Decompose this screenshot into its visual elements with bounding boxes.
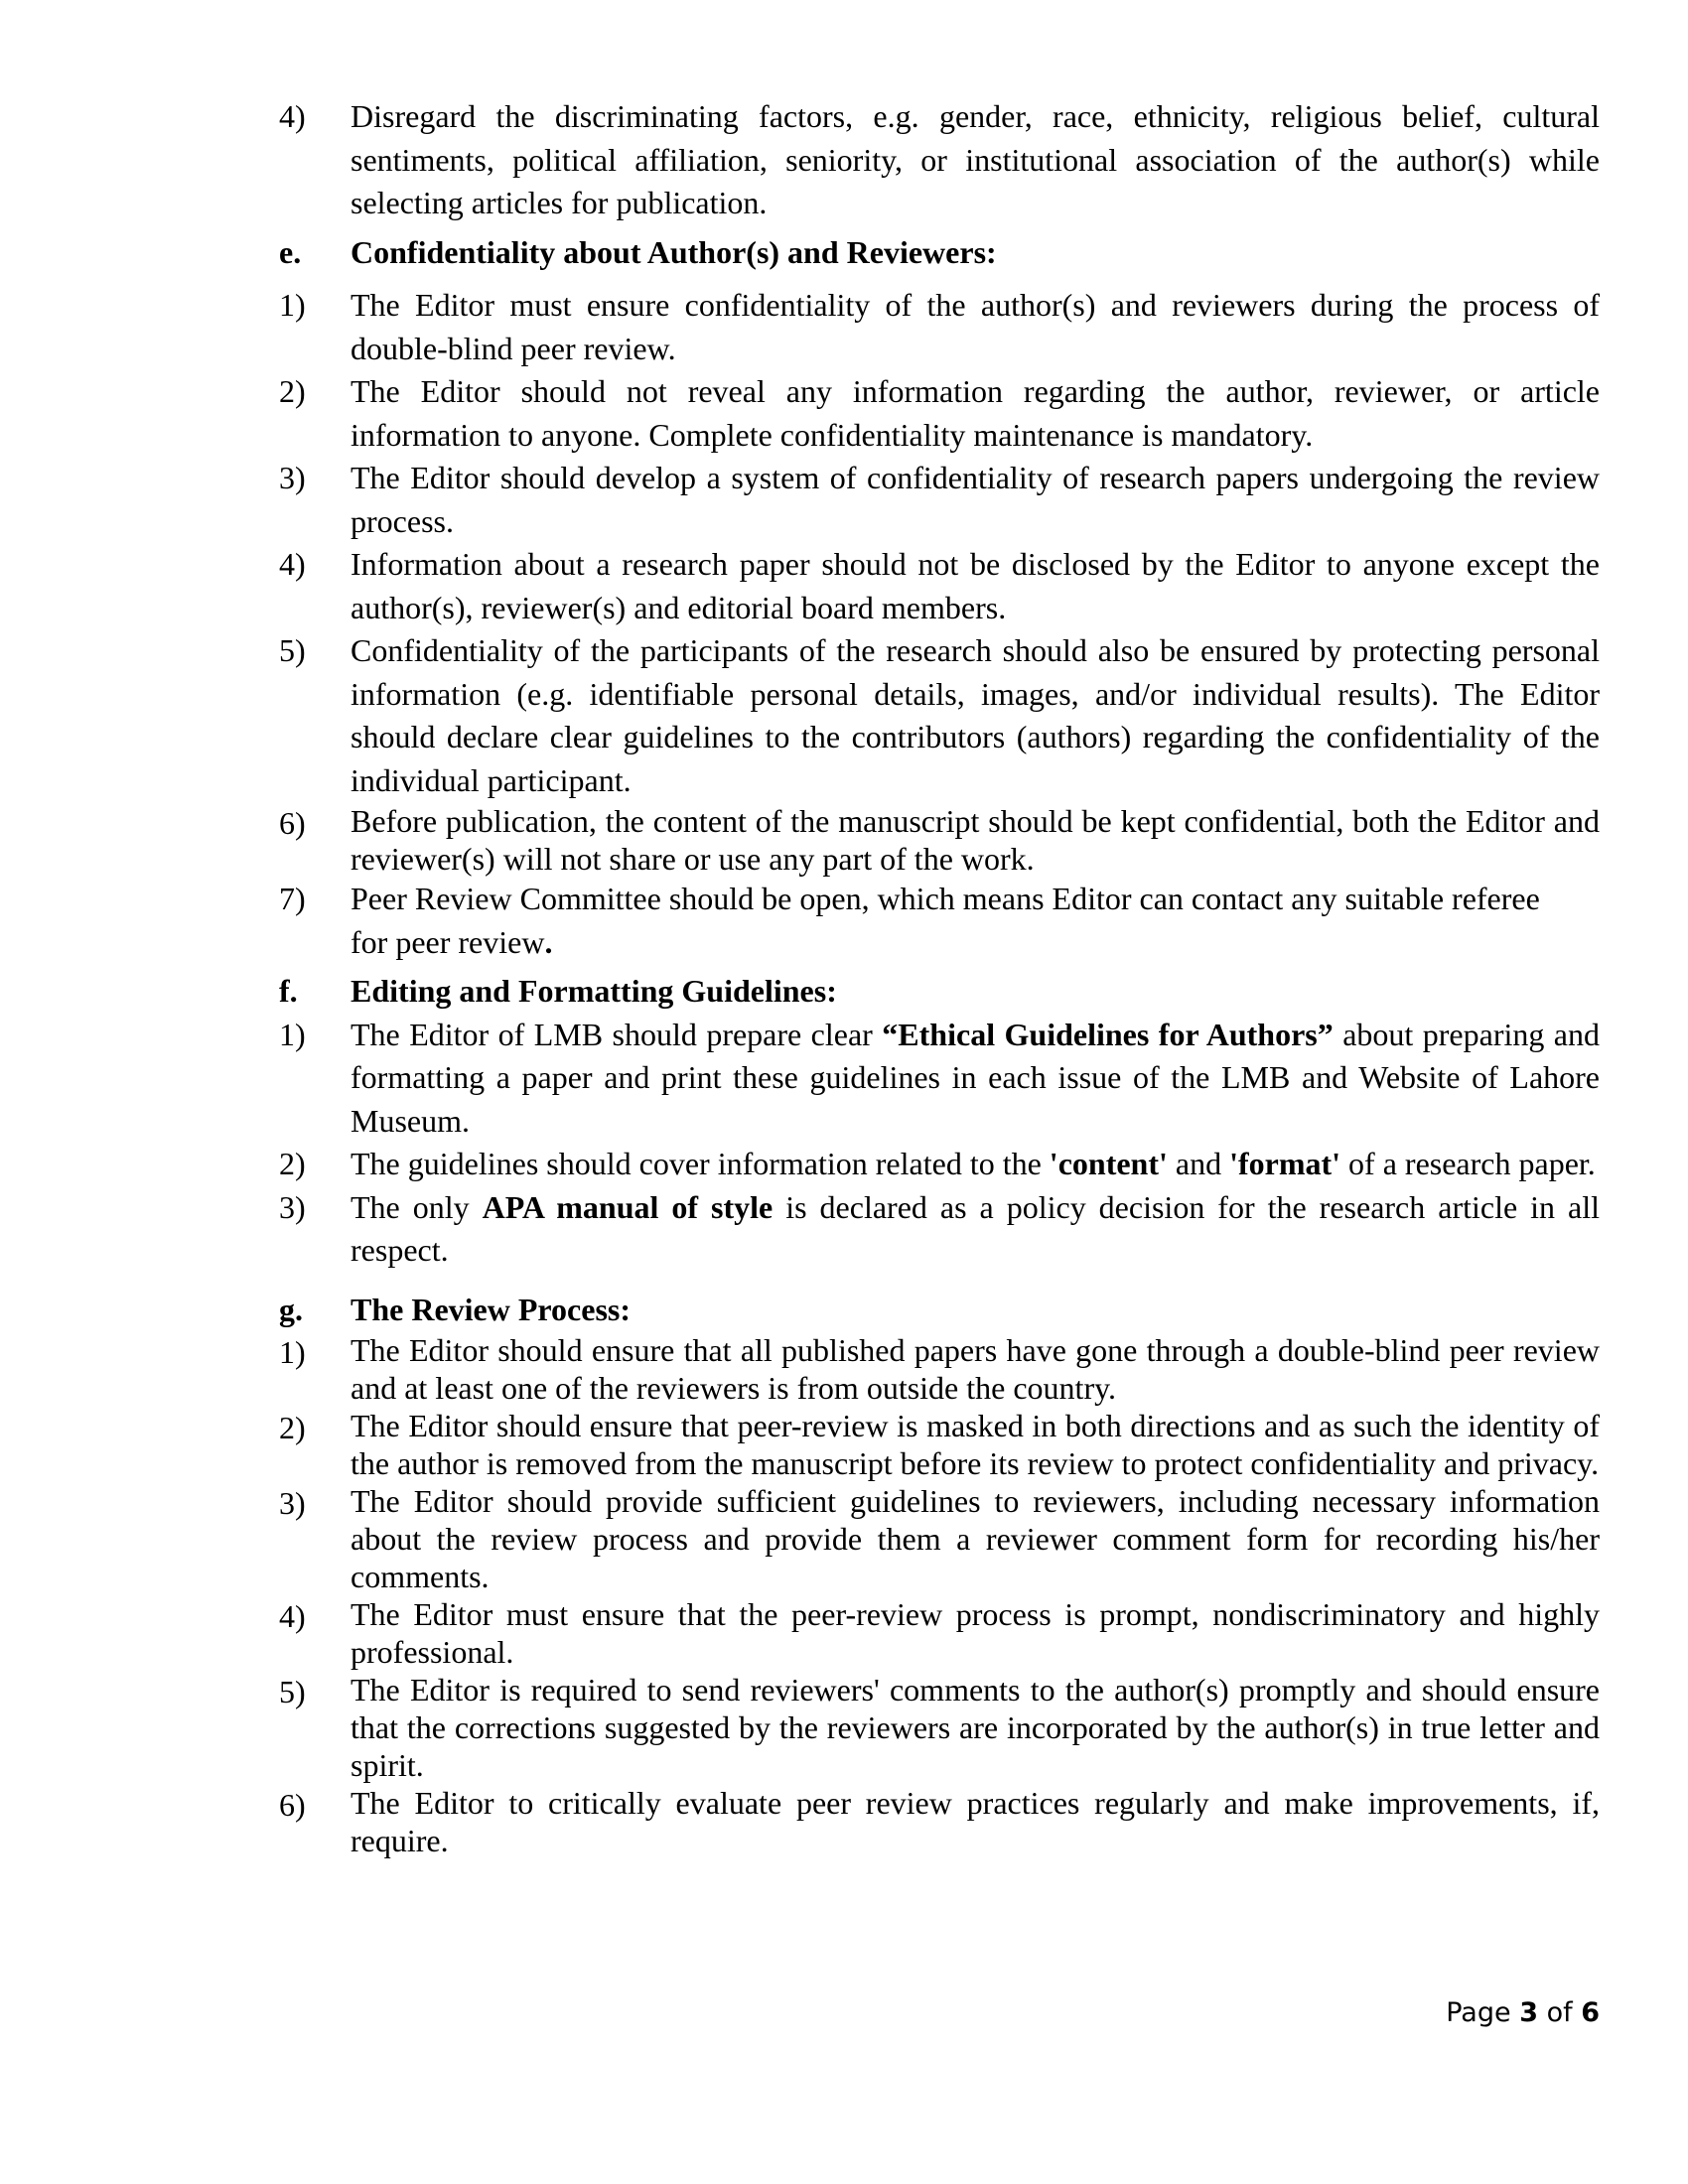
item-text: The Editor to critically evaluate peer review practices regularly and make improvements, if, require. <box>351 1785 1600 1858</box>
list-item <box>279 1014 1600 1144</box>
section-title: Confidentiality about Author(s) and Reviewers: <box>351 233 997 270</box>
item-text: Before publication, the content of the manuscript should be kept confidential, both the Editor and reviewer(s) will not share or use any part of the work. <box>351 803 1600 877</box>
list-item <box>279 1784 1600 1859</box>
list-item <box>279 95 1600 225</box>
section-letter: f. <box>279 973 298 1009</box>
item-text-pre: The only <box>351 1188 483 1225</box>
item-text: The Editor must ensure that the peer-review process is prompt, nondiscriminatory and highly professional. <box>351 1596 1600 1670</box>
item-text-mid: and <box>1167 1146 1230 1181</box>
item-number: 4) <box>279 98 306 134</box>
list-item <box>279 1482 1600 1595</box>
item-text-post: about preparing and formatting a paper and print these guidelines in each issue of the LMB and Website of Lahore Museum. <box>351 1016 1601 1139</box>
item-text-pre: The guidelines should cover information related to the <box>351 1146 1050 1181</box>
item-number: 4) <box>279 1598 306 1634</box>
item-text: The Editor is required to send reviewers' comments to the author(s) promptly and should ensure that the corrections suggested by the reviewers are incorporated by the author(s) in true letter and spirit. <box>351 1672 1600 1783</box>
item-text: The Editor should not reveal any information regarding the author, reviewer, or article information to anyone. Complete confidentiality maintenance is mandatory. <box>351 373 1600 453</box>
item-number: 1) <box>279 1016 306 1052</box>
page-of-word: of <box>1546 1997 1573 2028</box>
list-item <box>279 543 1600 629</box>
list-item <box>279 802 1600 878</box>
page-current: 3 <box>1519 1997 1538 2028</box>
item-number: 3) <box>279 1485 306 1521</box>
item-text: Disregard the discriminating factors, e.g. gender, race, ethnicity, religious belief, cultural sentiments, political affiliation, seniority, or institutional association of the author(s) while selecting articles for publication. <box>351 98 1600 220</box>
page-total: 6 <box>1581 1997 1600 2028</box>
section-letter: g. <box>279 1291 303 1327</box>
item-text: The Editor must ensure confidentiality of the author(s) and reviewers during the process of double-blind peer review. <box>351 287 1600 366</box>
item-text: The Editor should develop a system of confidentiality of research papers undergoing the review process. <box>351 460 1600 539</box>
section-heading-g <box>279 1289 1600 1332</box>
item-text <box>351 878 1600 964</box>
list-item <box>279 457 1600 543</box>
item-text: Information about a research paper should not be disclosed by the Editor to anyone except the author(s), reviewer(s) and editorial board members. <box>351 546 1600 625</box>
section-title: The Review Process: <box>351 1291 631 1327</box>
list-item <box>279 370 1600 457</box>
section-title: Editing and Formatting Guidelines: <box>351 973 837 1009</box>
item-number: 2) <box>279 373 306 409</box>
list-item <box>279 1595 1600 1671</box>
item-text <box>351 1143 1600 1186</box>
list-item <box>279 1143 1600 1186</box>
item-number: 7) <box>279 881 306 916</box>
item-text-main: Peer Review Committee should be open, which means Editor can contact any suitable referee for peer review <box>351 881 1540 960</box>
list-item <box>279 1671 1600 1784</box>
item-text-bold: APA manual of style <box>482 1188 774 1225</box>
list-item <box>279 1186 1600 1273</box>
item-text-pre: The Editor of LMB should prepare clear <box>351 1016 883 1052</box>
item-number: 2) <box>279 1410 306 1445</box>
section-letter: e. <box>279 233 302 270</box>
item-text-bold: “Ethical Guidelines for Authors” <box>882 1016 1334 1052</box>
section-heading-e <box>279 231 1600 275</box>
item-number: 5) <box>279 632 306 668</box>
page-content <box>279 95 1600 1859</box>
page-footer <box>1446 1997 1600 2028</box>
list-item <box>279 878 1600 964</box>
item-number: 6) <box>279 1787 306 1823</box>
section-heading-f <box>279 970 1600 1014</box>
item-number: 5) <box>279 1674 306 1709</box>
item-number: 6) <box>279 805 306 841</box>
item-text-period: . <box>544 923 553 960</box>
list-item <box>279 629 1600 802</box>
item-text-bold-content: 'content' <box>1049 1146 1168 1181</box>
item-number: 1) <box>279 1334 306 1370</box>
list-item <box>279 1331 1600 1407</box>
list-item <box>279 1407 1600 1482</box>
item-text: The Editor should ensure that peer-review is masked in both directions and as such the identity of the author is removed from the manuscript before its review to protect confidentiality and privacy. <box>351 1408 1600 1481</box>
item-number: 4) <box>279 546 306 582</box>
item-text-post: of a research paper. <box>1340 1146 1596 1181</box>
item-number: 1) <box>279 287 306 323</box>
item-text: The Editor should ensure that all published papers have gone through a double-blind peer review and at least one of the reviewers is from outside the country. <box>351 1332 1600 1406</box>
item-text-post: is declared as a policy decision for the research article in all respect. <box>351 1188 1601 1268</box>
item-text: The Editor should provide sufficient guidelines to reviewers, including necessary information about the review process and provide them a reviewer comment form for recording his/her comments. <box>351 1483 1600 1594</box>
page-word: Page <box>1446 1997 1511 2028</box>
item-text-bold-format: 'format' <box>1229 1146 1341 1181</box>
item-text <box>351 1014 1600 1144</box>
item-number: 3) <box>279 1188 306 1225</box>
item-text: Confidentiality of the participants of the research should also be ensured by protecting personal information (e.g. identifiable personal details, images, and/or individual results). The Editor should declare clear guidelines to the contributors (authors) regarding the confidentiality of the individual participant. <box>351 632 1600 798</box>
item-number: 3) <box>279 460 306 495</box>
item-number: 2) <box>279 1146 306 1181</box>
list-item <box>279 284 1600 370</box>
item-text <box>351 1186 1600 1273</box>
